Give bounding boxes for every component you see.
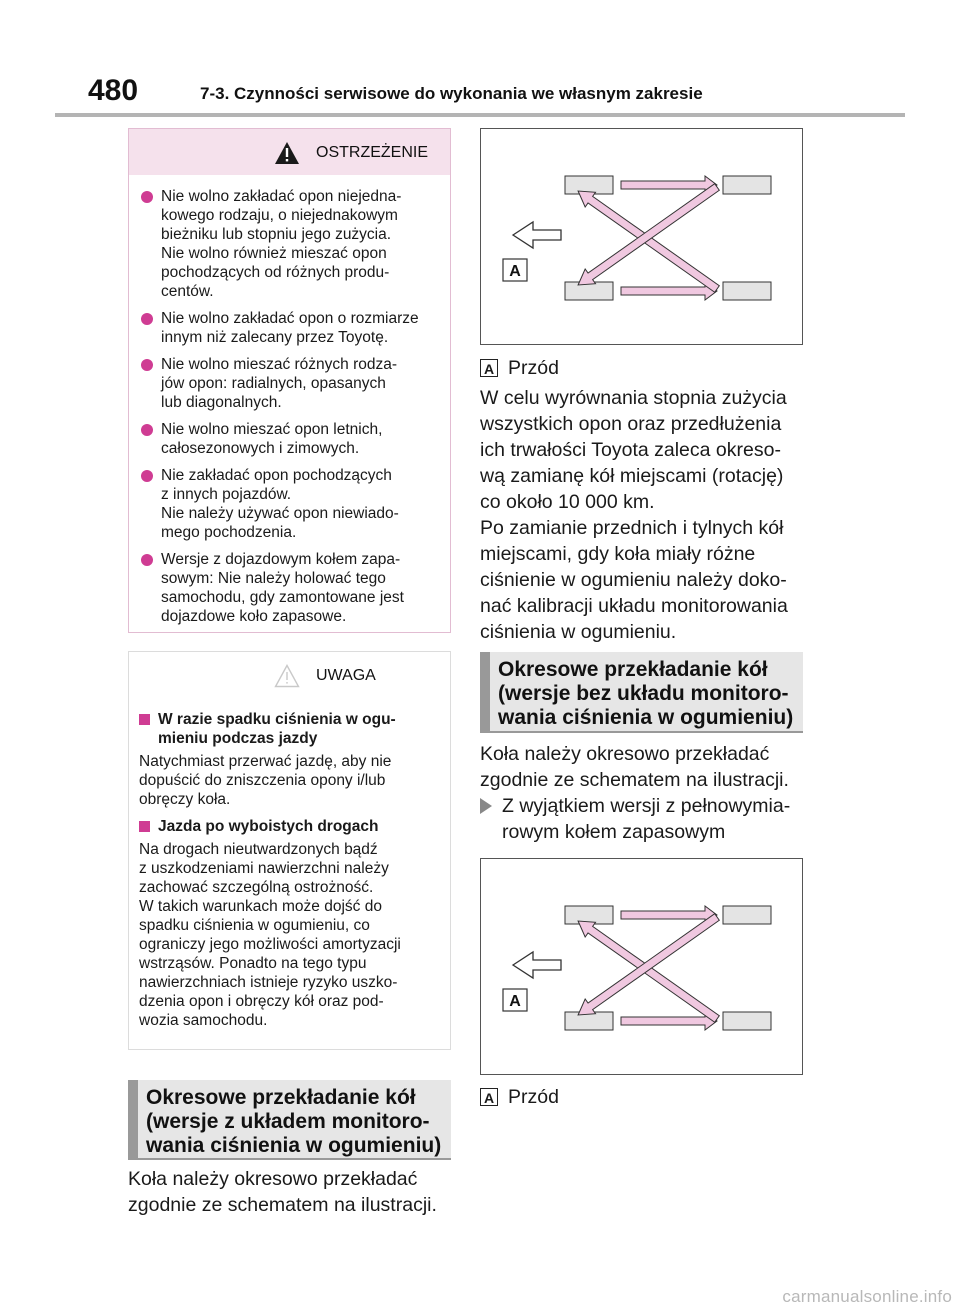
section-heading-with-tpms — [128, 1080, 451, 1160]
text-line: jów opon: radialnych, opasanych — [161, 375, 386, 392]
text-line: Po zamianie przednich i tylnych kół — [480, 517, 784, 539]
text-line: mego pochodzenia. — [161, 524, 297, 541]
heading-line: (wersje z układem monitoro- — [146, 1110, 430, 1133]
warning-box — [128, 128, 451, 633]
label-badge: A — [480, 1088, 498, 1106]
text-line: nać kalibracji układu monitorowania — [480, 595, 788, 617]
notice-title: UWAGA — [316, 667, 376, 684]
text-line: Wersje z dojazdowym kołem zapa- — [161, 551, 401, 568]
notice-subheading — [139, 817, 440, 836]
pointer-triangle-icon — [480, 798, 492, 814]
notice-header — [129, 652, 450, 698]
text-line: wą zamianę kół miejscami (rotację) — [480, 465, 784, 487]
bullet-dot-icon — [141, 313, 153, 325]
section-right-text — [480, 741, 820, 793]
text-line: lub diagonalnych. — [161, 394, 282, 411]
text-line: samochodu, gdy zamontowane jest — [161, 589, 404, 606]
text-line: zachować szczególną ostrożność. — [139, 879, 374, 896]
text-line: Nie wolno mieszać opon letnich, — [161, 421, 383, 438]
front-label: A — [509, 263, 521, 280]
warning-header — [129, 129, 450, 175]
caution-triangle-icon — [274, 664, 300, 688]
section-heading-without-tpms — [480, 652, 803, 733]
warning-title: OSTRZEŻENIE — [316, 144, 429, 161]
bullet-dot-icon — [141, 424, 153, 436]
text-line: miejscami, gdy koła miały różne — [480, 543, 756, 565]
figure-1-caption — [480, 357, 559, 379]
text-line: Nie wolno zakładać opon niejedna- — [161, 188, 402, 205]
bullet-dot-icon — [141, 554, 153, 566]
text-line: z uszkodzeniami nawierzchni należy — [139, 860, 389, 877]
heading-line: Jazda po wyboistych drogach — [158, 818, 379, 835]
bullet-dot-icon — [141, 359, 153, 371]
text-line: dzenia opon i obręczy kół oraz pod- — [139, 993, 384, 1010]
section-left-text — [128, 1166, 458, 1218]
warning-item-text — [161, 466, 440, 542]
text-line: bieżniku lub stopniu jego zużycia. — [161, 226, 392, 243]
notice-body — [129, 698, 450, 1030]
text-line: Nie należy używać opon niewiado- — [161, 505, 399, 522]
text-line: kowego rodzaju, o niejednakowym — [161, 207, 398, 224]
text-line: Natychmiast przerwać jazdę, aby nie — [139, 753, 392, 770]
text-line: innym niż zalecany przez Toyotę. — [161, 329, 389, 346]
warning-triangle-icon — [274, 141, 300, 165]
text-line: ciśnienia w ogumieniu. — [480, 621, 677, 643]
warning-item — [139, 420, 440, 458]
tire-rotation-diagram-2 — [480, 858, 803, 1075]
text-line: rowym kołem zapasowym — [502, 821, 726, 843]
notice-box — [128, 651, 451, 1050]
text-line: Koła należy okresowo przekładać — [480, 743, 770, 765]
label-badge: A — [480, 359, 498, 377]
bullet-square-icon — [139, 714, 150, 725]
text-line: z innych pojazdów. — [161, 486, 292, 503]
rotation-schematic — [481, 129, 802, 344]
heading-line: wania ciśnienia w ogumieniu) — [146, 1134, 442, 1157]
text-line: wstrząsów. Ponadto na tego typu — [139, 955, 367, 972]
text-line: Nie wolno również mieszać opon — [161, 245, 387, 262]
caption-text: Przód — [508, 1086, 559, 1108]
text-line: Nie wolno zakładać opon o rozmiarze — [161, 310, 419, 327]
chapter-title: 7-3. Czynności serwisowe do wykonania we własnym zakresie — [200, 84, 703, 103]
warning-item — [139, 466, 440, 542]
heading-line: wania ciśnienia w ogumieniu) — [498, 706, 794, 729]
warning-item-text — [161, 420, 440, 458]
text-line: sowym: Nie należy holować tego — [161, 570, 386, 587]
text-line: Na drogach nieutwardzonych bądź — [139, 841, 378, 858]
rotation-schematic — [481, 859, 802, 1074]
text-line: całosezonowych i zimowych. — [161, 440, 360, 457]
text-line: W takich warunkach może dojść do — [139, 898, 382, 915]
text-line: ciśnienie w ogumieniu należy doko- — [480, 569, 787, 591]
text-line: Z wyjątkiem wersji z pełnowymia- — [502, 795, 791, 817]
text-line: nawierzchniach istnieje ryzyko uszko- — [139, 974, 398, 991]
warning-item — [139, 355, 440, 412]
watermark: carmanualsonline.info — [782, 1287, 952, 1306]
text-line: dopuścić do zniszczenia opony i/lub — [139, 772, 386, 789]
heading-line: (wersje bez układu monitoro- — [498, 682, 789, 705]
text-line: centów. — [161, 283, 214, 300]
text-line: ich trwałości Toyota zaleca okreso- — [480, 439, 781, 461]
notice-subheading — [139, 710, 440, 748]
warning-item-text — [161, 550, 440, 626]
right-paragraph-1 — [480, 385, 820, 515]
text-line: obręczy koła. — [139, 791, 231, 808]
notice-paragraph — [139, 840, 440, 1030]
version-pointer — [480, 793, 820, 845]
warning-item — [139, 550, 440, 626]
text-line: Nie zakładać opon pochodzących — [161, 467, 392, 484]
warning-list — [129, 175, 450, 626]
heading-line: Okresowe przekładanie kół — [146, 1086, 416, 1109]
warning-item — [139, 187, 440, 301]
caption-text: Przód — [508, 357, 559, 379]
notice-paragraph — [139, 752, 440, 809]
heading-line: Okresowe przekładanie kół — [498, 658, 768, 681]
front-label: A — [509, 993, 521, 1010]
bullet-dot-icon — [141, 470, 153, 482]
text-line: W celu wyrównania stopnia zużycia — [480, 387, 787, 409]
warning-item-text — [161, 355, 440, 412]
text-line: spadku ciśnienia w ogumieniu, co — [139, 917, 370, 934]
text-line: dojazdowe koło zapasowe. — [161, 608, 347, 625]
bullet-square-icon — [139, 821, 150, 832]
text-line: wozia samochodu. — [139, 1012, 268, 1029]
page-number: 480 — [88, 74, 139, 107]
text-line: Koła należy okresowo przekładać — [128, 1168, 418, 1190]
text-line: wszystkich opon oraz przedłużenia — [480, 413, 782, 435]
right-paragraph-2 — [480, 515, 820, 645]
text-line: pochodzących od różnych produ- — [161, 264, 390, 281]
tire-rotation-diagram-1 — [480, 128, 803, 345]
heading-line: W razie spadku ciśnienia w ogu- — [158, 711, 396, 728]
text-line: ograniczy jego możliwości amortyzacji — [139, 936, 401, 953]
bullet-dot-icon — [141, 191, 153, 203]
warning-item — [139, 309, 440, 347]
warning-item-text — [161, 309, 440, 347]
text-line: zgodnie ze schematem na ilustracji. — [128, 1194, 437, 1216]
text-line: zgodnie ze schematem na ilustracji. — [480, 769, 789, 791]
warning-item-text — [161, 187, 440, 301]
figure-2-caption — [480, 1086, 559, 1108]
text-line: Nie wolno mieszać różnych rodza- — [161, 356, 398, 373]
header-divider — [55, 113, 905, 117]
heading-line: mieniu podczas jazdy — [158, 730, 318, 747]
text-line: co około 10 000 km. — [480, 491, 655, 513]
